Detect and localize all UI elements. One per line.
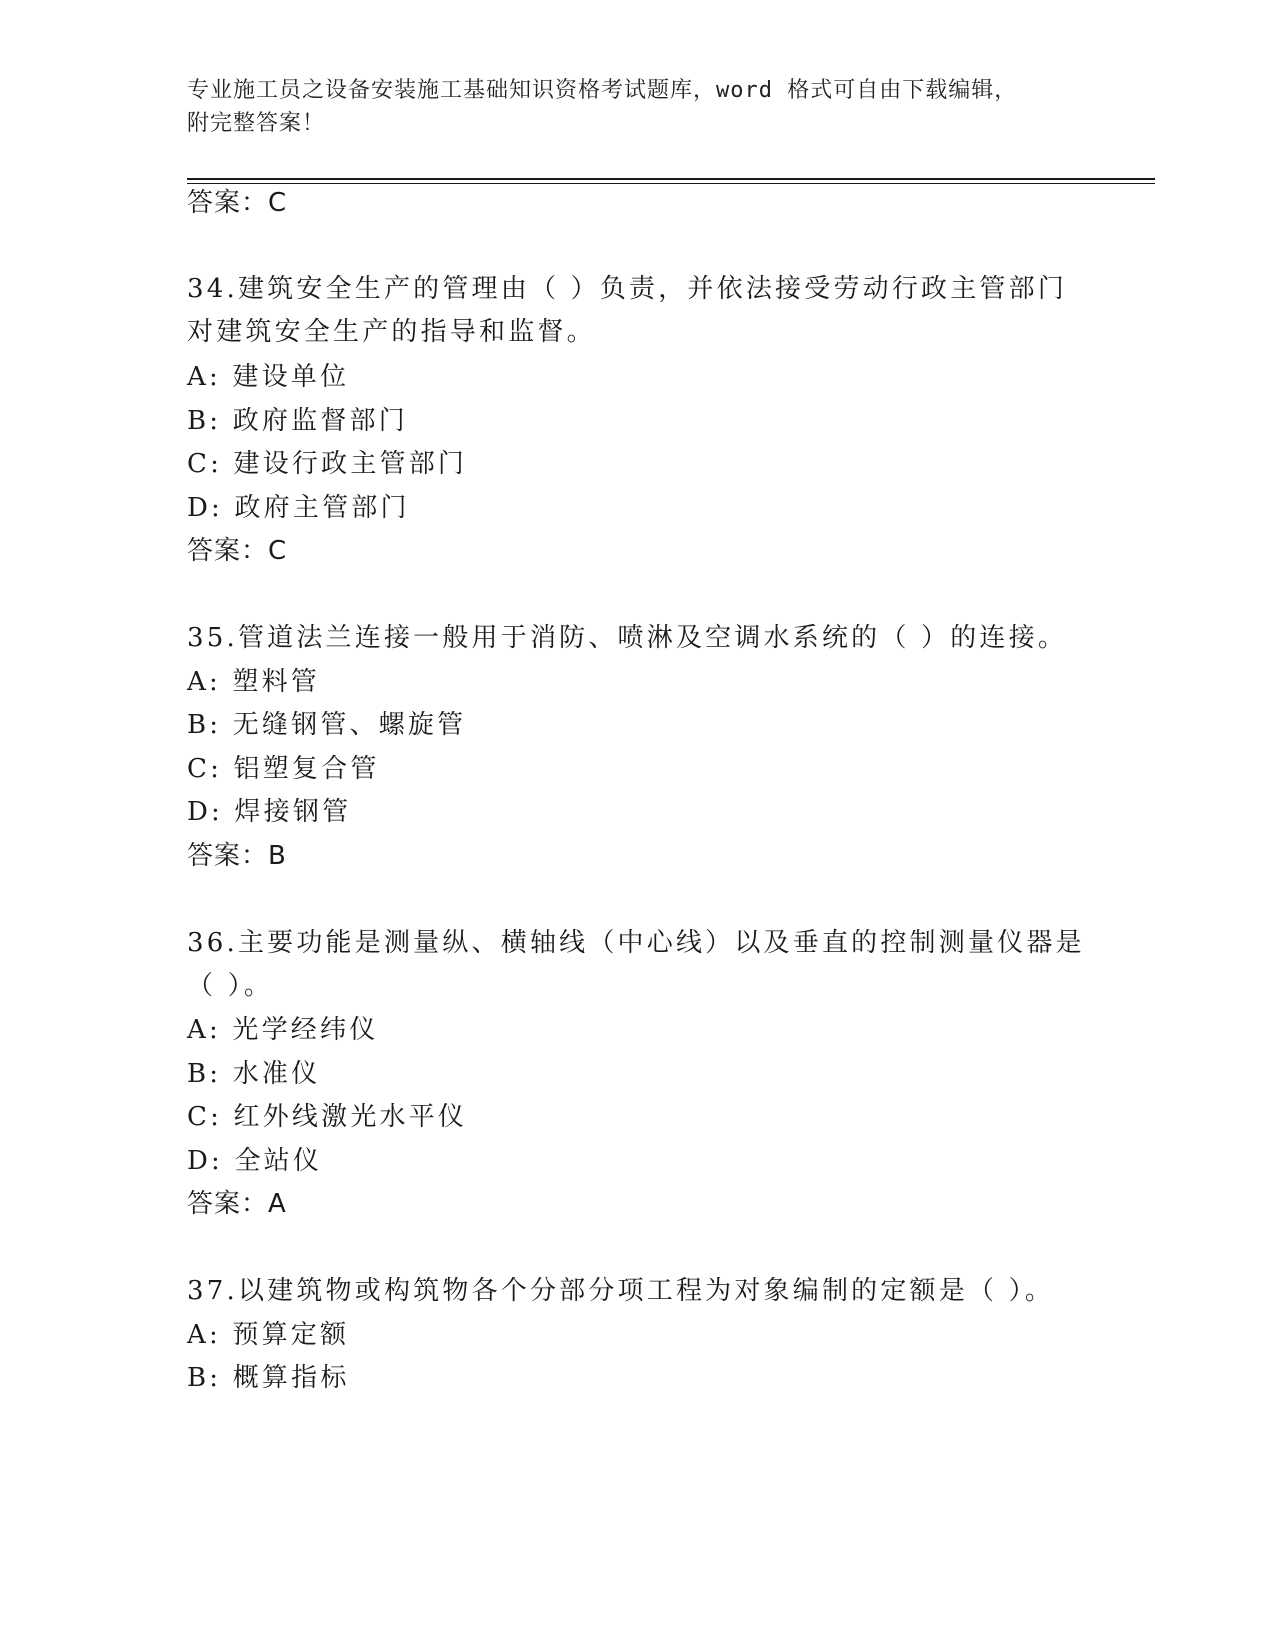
question-35-option-c: C: 铝塑复合管 [187, 754, 380, 784]
question-35-answer: 答案：B [187, 841, 287, 871]
question-35-stem-1: 35.管道法兰连接一般用于消防、喷淋及空调水系统的（ ）的连接。 [187, 623, 1068, 653]
question-37-option-b: B: 概算指标 [187, 1363, 350, 1393]
question-34-stem-1: 34.建筑安全生产的管理由（ ）负责，并依法接受劳动行政主管部门 [187, 274, 1068, 304]
question-35-option-a: A: 塑料管 [187, 667, 321, 697]
question-37-option-a: A: 预算定额 [187, 1320, 350, 1350]
question-36-option-c: C: 红外线激光水平仪 [187, 1102, 468, 1132]
question-35-option-d: D: 焊接钢管 [187, 797, 352, 827]
question-34-option-b: B: 政府监督部门 [187, 406, 408, 436]
question-36-option-d: D: 全站仪 [187, 1146, 323, 1176]
question-34-option-c: C: 建设行政主管部门 [187, 449, 468, 479]
header-rule-thick [187, 178, 1155, 180]
question-34-option-d: D: 政府主管部门 [187, 493, 410, 523]
question-34-stem-2: 对建筑安全生产的指导和监督。 [187, 317, 596, 347]
question-37-stem-1: 37.以建筑物或构筑物各个分部分项工程为对象编制的定额是（ ）。 [187, 1276, 1055, 1306]
question-36-option-a: A: 光学经纬仪 [187, 1015, 379, 1045]
document-header [187, 74, 1067, 140]
header-line-2: 附完整答案！ [187, 111, 326, 136]
answer-prev: 答案：C [187, 188, 288, 218]
question-36-stem-1: 36.主要功能是测量纵、横轴线（中心线）以及垂直的控制测量仪器是 [187, 928, 1085, 958]
question-34-option-a: A: 建设单位 [187, 362, 350, 392]
question-36-stem-2: （ ）。 [187, 971, 274, 1001]
header-rule-thin [187, 183, 1155, 184]
question-35-option-b: B: 无缝钢管、螺旋管 [187, 710, 467, 740]
question-34-answer: 答案：C [187, 536, 288, 566]
question-36-option-b: B: 水准仪 [187, 1059, 321, 1089]
header-line-1: 专业施工员之设备安装施工基础知识资格考试题库，word 格式可自由下载编辑， [187, 78, 1018, 103]
question-36-answer: 答案：A [187, 1189, 287, 1219]
